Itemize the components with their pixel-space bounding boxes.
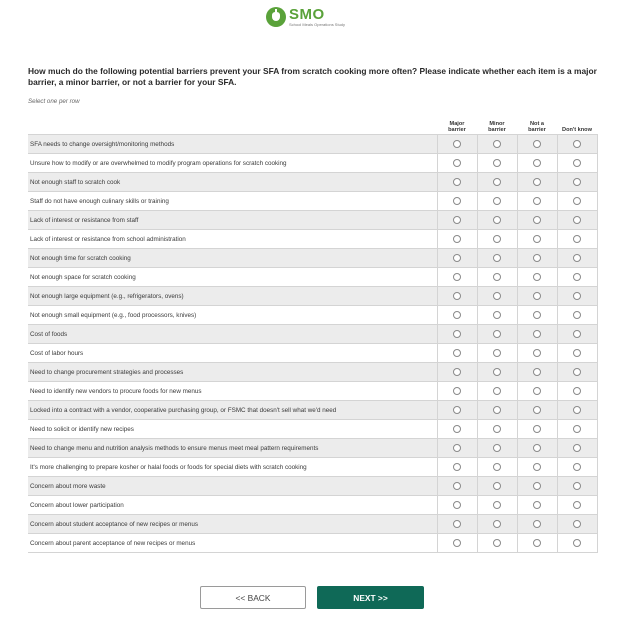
cell-dont-know [557,458,597,477]
radio-dont-know[interactable] [573,539,581,547]
back-button[interactable]: << BACK [200,586,306,609]
radio-major-barrier[interactable] [453,387,461,395]
table-row [28,344,597,363]
radio-minor-barrier[interactable] [493,197,501,205]
radio-dont-know[interactable] [573,463,581,471]
cell-major-barrier [437,325,477,344]
radio-dont-know[interactable] [573,520,581,528]
table-row [28,420,597,439]
radio-dont-know[interactable] [573,140,581,148]
row-label: Lack of interest or resistance from staff [28,211,437,230]
row-label: Locked into a contract with a vendor, cooperative purchasing group, or FSMC that doesn't sell what we'd need [28,401,437,420]
cell-minor-barrier [477,534,517,553]
cell-major-barrier [437,363,477,382]
grid-header-row [28,115,597,135]
cell-not-a-barrier [517,306,557,325]
cell-major-barrier [437,135,477,154]
radio-not-a-barrier[interactable] [533,387,541,395]
cell-not-a-barrier [517,268,557,287]
cell-minor-barrier [477,135,517,154]
radio-major-barrier[interactable] [453,482,461,490]
radio-not-a-barrier[interactable] [533,444,541,452]
radio-minor-barrier[interactable] [493,482,501,490]
row-label: Need to solicit or identify new recipes [28,420,437,439]
radio-major-barrier[interactable] [453,311,461,319]
radio-minor-barrier[interactable] [493,539,501,547]
radio-minor-barrier[interactable] [493,178,501,186]
cell-minor-barrier [477,496,517,515]
radio-not-a-barrier[interactable] [533,482,541,490]
apple-icon [266,7,286,27]
radio-major-barrier[interactable] [453,501,461,509]
cell-not-a-barrier [517,382,557,401]
cell-dont-know [557,230,597,249]
cell-major-barrier [437,458,477,477]
radio-minor-barrier[interactable] [493,520,501,528]
cell-major-barrier [437,154,477,173]
table-row [28,325,597,344]
cell-major-barrier [437,515,477,534]
radio-dont-know[interactable] [573,406,581,414]
radio-dont-know[interactable] [573,349,581,357]
cell-not-a-barrier [517,249,557,268]
radio-major-barrier[interactable] [453,463,461,471]
cell-minor-barrier [477,363,517,382]
radio-minor-barrier[interactable] [493,444,501,452]
radio-minor-barrier[interactable] [493,311,501,319]
radio-minor-barrier[interactable] [493,159,501,167]
radio-minor-barrier[interactable] [493,140,501,148]
row-label: Not enough staff to scratch cook [28,173,437,192]
radio-dont-know[interactable] [573,216,581,224]
cell-minor-barrier [477,173,517,192]
radio-dont-know[interactable] [573,482,581,490]
cell-not-a-barrier [517,363,557,382]
barrier-grid [28,115,598,553]
radio-major-barrier[interactable] [453,292,461,300]
radio-minor-barrier[interactable] [493,425,501,433]
radio-minor-barrier[interactable] [493,349,501,357]
row-label: Cost of labor hours [28,344,437,363]
radio-not-a-barrier[interactable] [533,178,541,186]
cell-minor-barrier [477,477,517,496]
radio-dont-know[interactable] [573,501,581,509]
cell-not-a-barrier [517,477,557,496]
radio-not-a-barrier[interactable] [533,368,541,376]
cell-dont-know [557,401,597,420]
cell-minor-barrier [477,401,517,420]
row-label: Not enough space for scratch cooking [28,268,437,287]
radio-major-barrier[interactable] [453,140,461,148]
radio-not-a-barrier[interactable] [533,463,541,471]
radio-not-a-barrier[interactable] [533,292,541,300]
table-row [28,249,597,268]
radio-major-barrier[interactable] [453,406,461,414]
radio-dont-know[interactable] [573,292,581,300]
radio-not-a-barrier[interactable] [533,235,541,243]
logo-subtitle: School Meals Operations Study [289,21,346,27]
cell-dont-know [557,287,597,306]
cell-not-a-barrier [517,439,557,458]
cell-dont-know [557,420,597,439]
cell-not-a-barrier [517,287,557,306]
radio-major-barrier[interactable] [453,349,461,357]
radio-dont-know[interactable] [573,387,581,395]
cell-dont-know [557,534,597,553]
cell-dont-know [557,344,597,363]
radio-major-barrier[interactable] [453,159,461,167]
radio-major-barrier[interactable] [453,216,461,224]
radio-not-a-barrier[interactable] [533,330,541,338]
table-row [28,135,597,154]
radio-not-a-barrier[interactable] [533,425,541,433]
cell-not-a-barrier [517,173,557,192]
cell-dont-know [557,306,597,325]
table-row [28,515,597,534]
radio-minor-barrier[interactable] [493,292,501,300]
cell-minor-barrier [477,249,517,268]
logo-text [289,5,346,27]
row-label: Not enough small equipment (e.g., food processors, knives) [28,306,437,325]
cell-not-a-barrier [517,534,557,553]
cell-major-barrier [437,306,477,325]
radio-major-barrier[interactable] [453,330,461,338]
radio-dont-know[interactable] [573,178,581,186]
cell-not-a-barrier [517,325,557,344]
radio-not-a-barrier[interactable] [533,140,541,148]
row-label: Concern about parent acceptance of new recipes or menus [28,534,437,553]
cell-dont-know [557,382,597,401]
radio-dont-know[interactable] [573,330,581,338]
table-row [28,287,597,306]
cell-minor-barrier [477,230,517,249]
row-label: Need to change procurement strategies and processes [28,363,437,382]
cell-dont-know [557,477,597,496]
cell-major-barrier [437,439,477,458]
table-row [28,496,597,515]
radio-dont-know[interactable] [573,368,581,376]
cell-dont-know [557,211,597,230]
radio-minor-barrier[interactable] [493,216,501,224]
table-row [28,534,597,553]
table-row [28,173,597,192]
cell-not-a-barrier [517,230,557,249]
cell-minor-barrier [477,439,517,458]
cell-dont-know [557,173,597,192]
cell-not-a-barrier [517,401,557,420]
table-row [28,458,597,477]
cell-dont-know [557,496,597,515]
cell-not-a-barrier [517,211,557,230]
table-row [28,306,597,325]
radio-major-barrier[interactable] [453,178,461,186]
radio-dont-know[interactable] [573,159,581,167]
cell-major-barrier [437,192,477,211]
row-label: Lack of interest or resistance from school administration [28,230,437,249]
logo-name: SMO [289,5,325,23]
radio-major-barrier[interactable] [453,368,461,376]
radio-minor-barrier[interactable] [493,254,501,262]
row-label: Concern about student acceptance of new recipes or menus [28,515,437,534]
cell-not-a-barrier [517,192,557,211]
header-major-barrier: Major barrier [448,121,466,133]
radio-minor-barrier[interactable] [493,463,501,471]
cell-not-a-barrier [517,344,557,363]
radio-dont-know[interactable] [573,235,581,243]
radio-major-barrier[interactable] [453,254,461,262]
radio-minor-barrier[interactable] [493,330,501,338]
radio-not-a-barrier[interactable] [533,539,541,547]
cell-dont-know [557,135,597,154]
radio-dont-know[interactable] [573,197,581,205]
radio-minor-barrier[interactable] [493,273,501,281]
radio-major-barrier[interactable] [453,197,461,205]
radio-not-a-barrier[interactable] [533,197,541,205]
radio-major-barrier[interactable] [453,235,461,243]
radio-not-a-barrier[interactable] [533,216,541,224]
radio-dont-know[interactable] [573,425,581,433]
radio-not-a-barrier[interactable] [533,406,541,414]
table-row [28,477,597,496]
cell-minor-barrier [477,344,517,363]
cell-major-barrier [437,268,477,287]
radio-major-barrier[interactable] [453,273,461,281]
next-button[interactable]: NEXT >> [317,586,424,609]
header-not-a-barrier: Not a barrier [528,121,546,133]
radio-major-barrier[interactable] [453,539,461,547]
cell-minor-barrier [477,420,517,439]
cell-major-barrier [437,344,477,363]
question-text: How much do the following potential barriers prevent your SFA from scratch cooking more often? Please indicate whether each item is a major barrier, a minor barrier, or not a barrier for your SFA. [28,66,597,87]
table-row [28,401,597,420]
radio-not-a-barrier[interactable] [533,254,541,262]
table-row [28,211,597,230]
cell-not-a-barrier [517,420,557,439]
table-row [28,230,597,249]
cell-major-barrier [437,496,477,515]
radio-dont-know[interactable] [573,273,581,281]
radio-major-barrier[interactable] [453,444,461,452]
row-label: SFA needs to change oversight/monitoring methods [28,135,437,154]
cell-minor-barrier [477,211,517,230]
cell-minor-barrier [477,287,517,306]
cell-minor-barrier [477,154,517,173]
radio-minor-barrier[interactable] [493,235,501,243]
table-row [28,439,597,458]
row-label: Not enough time for scratch cooking [28,249,437,268]
cell-not-a-barrier [517,154,557,173]
cell-not-a-barrier [517,496,557,515]
radio-dont-know[interactable] [573,444,581,452]
radio-not-a-barrier[interactable] [533,520,541,528]
radio-not-a-barrier[interactable] [533,501,541,509]
radio-minor-barrier[interactable] [493,501,501,509]
cell-dont-know [557,515,597,534]
table-row [28,363,597,382]
cell-major-barrier [437,401,477,420]
cell-minor-barrier [477,192,517,211]
cell-dont-know [557,192,597,211]
cell-dont-know [557,268,597,287]
cell-minor-barrier [477,382,517,401]
cell-major-barrier [437,420,477,439]
cell-major-barrier [437,382,477,401]
header-dont-know: Don't know [562,127,592,133]
cell-dont-know [557,325,597,344]
cell-minor-barrier [477,325,517,344]
cell-not-a-barrier [517,135,557,154]
cell-dont-know [557,249,597,268]
cell-minor-barrier [477,515,517,534]
table-row [28,192,597,211]
cell-not-a-barrier [517,515,557,534]
radio-dont-know[interactable] [573,254,581,262]
row-label: Concern about lower participation [28,496,437,515]
row-label: Staff do not have enough culinary skills or training [28,192,437,211]
cell-major-barrier [437,249,477,268]
radio-not-a-barrier[interactable] [533,159,541,167]
cell-minor-barrier [477,268,517,287]
row-label: Not enough large equipment (e.g., refrigerators, ovens) [28,287,437,306]
cell-minor-barrier [477,306,517,325]
table-row [28,154,597,173]
cell-dont-know [557,439,597,458]
radio-minor-barrier[interactable] [493,406,501,414]
instruction-text: Select one per row [28,98,80,105]
radio-major-barrier[interactable] [453,520,461,528]
table-row [28,268,597,287]
row-label: Cost of foods [28,325,437,344]
row-label: Unsure how to modify or are overwhelmed to modify program operations for scratch cooking [28,154,437,173]
cell-not-a-barrier [517,458,557,477]
cell-major-barrier [437,230,477,249]
cell-major-barrier [437,287,477,306]
radio-not-a-barrier[interactable] [533,273,541,281]
radio-minor-barrier[interactable] [493,368,501,376]
radio-dont-know[interactable] [573,311,581,319]
header-blank [28,115,437,135]
cell-major-barrier [437,534,477,553]
cell-major-barrier [437,477,477,496]
row-label: Concern about more waste [28,477,437,496]
cell-major-barrier [437,211,477,230]
radio-not-a-barrier[interactable] [533,349,541,357]
header-minor-barrier: Minor barrier [488,121,506,133]
cell-major-barrier [437,173,477,192]
radio-minor-barrier[interactable] [493,387,501,395]
row-label: Need to change menu and nutrition analysis methods to ensure menus meet meal pattern requirements [28,439,437,458]
cell-minor-barrier [477,458,517,477]
radio-major-barrier[interactable] [453,425,461,433]
cell-dont-know [557,363,597,382]
radio-not-a-barrier[interactable] [533,311,541,319]
smo-logo [266,4,345,30]
table-row [28,382,597,401]
row-label: It's more challenging to prepare kosher or halal foods or foods for special diets with scratch cooking [28,458,437,477]
cell-dont-know [557,154,597,173]
row-label: Need to identify new vendors to procure foods for new menus [28,382,437,401]
